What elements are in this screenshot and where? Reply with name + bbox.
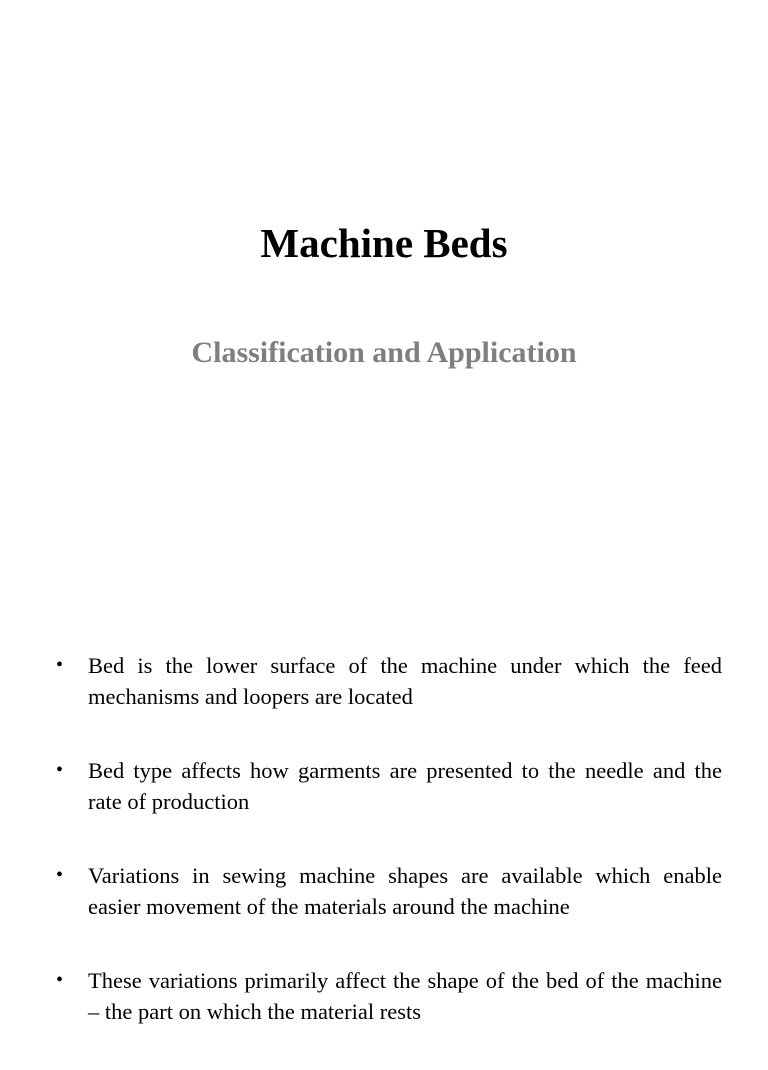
bullet-text: Bed is the lower surface of the machine under which the feed mechanisms and loopers are located bbox=[88, 653, 722, 709]
bullet-marker: • bbox=[56, 654, 64, 676]
bullet-item bbox=[56, 755, 722, 817]
bullet-list bbox=[56, 650, 722, 1070]
slide-subtitle: Classification and Application bbox=[191, 336, 577, 369]
bullet-marker: • bbox=[56, 864, 64, 886]
bullet-text: Variations in sewing machine shapes are available which enable easier movement of the materials around the machine bbox=[88, 863, 722, 919]
bullet-item bbox=[56, 650, 722, 712]
bullet-text: Bed type affects how garments are presented to the needle and the rate of production bbox=[88, 758, 722, 814]
bullet-marker: • bbox=[56, 759, 64, 781]
slide-title: Machine Beds bbox=[260, 220, 508, 266]
bullet-item bbox=[56, 860, 722, 922]
bullet-item bbox=[56, 965, 722, 1027]
bullet-marker: • bbox=[56, 969, 64, 991]
bullet-text: These variations primarily affect the shape of the bed of the machine – the part on which the material rests bbox=[88, 968, 722, 1024]
